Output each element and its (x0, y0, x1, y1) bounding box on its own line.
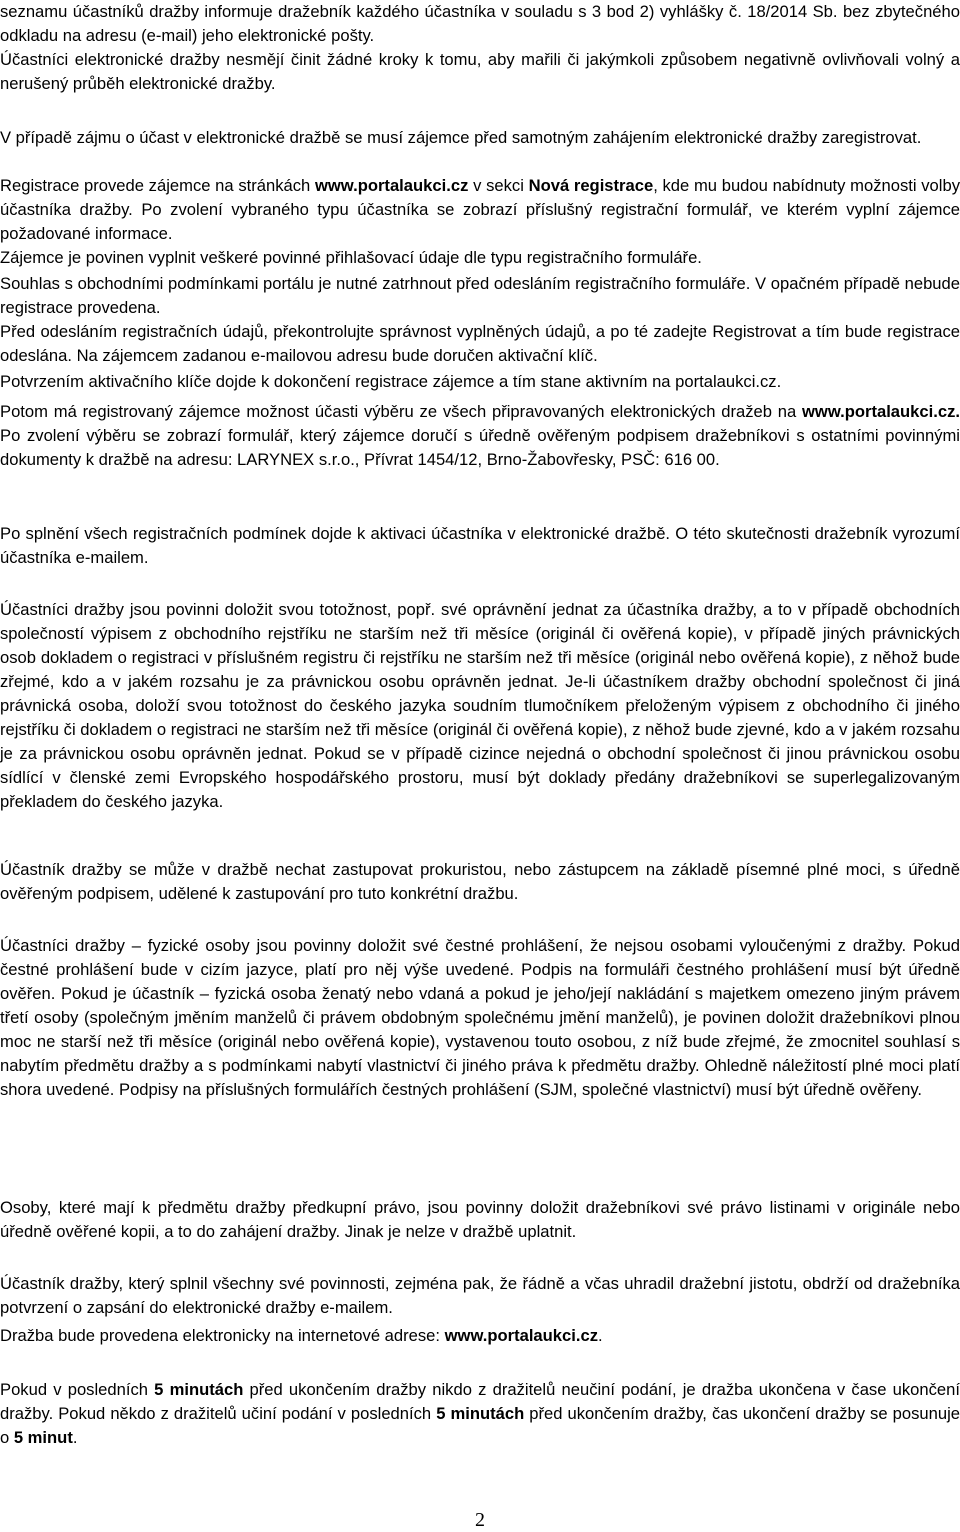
text-run: , kde mu budou nabídnuty možnosti volby účastníka dražby. Po zvolení vybraného typu účastníka se zobrazí příslušný registrační formulář, ve kterém vyplní zájemce požadované informace. (0, 176, 960, 243)
paragraph-submit-registration (0, 320, 960, 368)
text-run: Účastníci dražby jsou povinni doložit svou totožnost, popř. své oprávnění jednat za účastníka dražby, a to v případě obchodních společností výpisem z obchodního rejstříku ne starším než tři měsíce (originál či ověřená kopie), v případě jiných právnických osob dokladem o registraci v příslušném registru či rejstříku ne starším než tři měsíce (originál nebo ověřená kopie), z něhož bude zřejmé, kdo a v jakém rozsahu je za právnickou osobu oprávněn jednat. Je-li účastníkem dražby obchodní společnost či jiná právnická osoba, doloží svou totožnost do českého jazyka soudním tlumočníkem přeloženým výpisem z obchodního či jiného rejstříku či dokladem o registraci ne starším než tři měsíce (originál či ověřená kopie), z něhož bude zjevné, kdo a v jakém rozsahu je za právnickou osobu oprávněn jednat. Pokud se v případě cizince nejedná o obchodní společnost či jinou právnickou osobu sídlící v členské zemi Evropského hospodářského prostoru, musí být doklady předány dražebníkovi se superlegalizovaným překladem do českého jazyka. (0, 600, 960, 811)
paragraph-proxy-representation (0, 858, 960, 906)
text-run: Osoby, které mají k předmětu dražby předkupní právo, jsou povinny doložit dražebníkovi své právo listinami v originále nebo úředně ověřené kopii, a to do zahájení dražby. Jinak je nelze v dražbě uplatnit. (0, 1198, 960, 1241)
text-run: Zájemce je povinen vyplnit veškeré povinné přihlašovací údaje dle typu registračního formuláře. (0, 248, 702, 267)
paragraph-registration-required (0, 126, 960, 150)
text-run: před ukončením dražby nikdo z dražitelů neučiní podání, je dražba ukončena v čase ukončení dražby. Pokud někdo z dražitelů učiní podání v posledních (0, 1380, 960, 1423)
paragraph-mandatory-fields (0, 246, 960, 270)
bold-text-run: www.portalaukci.cz. (802, 402, 960, 421)
paragraph-auction-end-rule (0, 1378, 960, 1450)
paragraph-identity-proof (0, 598, 960, 814)
paragraph-terms-consent (0, 272, 960, 320)
text-run: . (72, 1428, 78, 1447)
text-run: Dražba bude provedena elektronicky na internetové adrese: (0, 1326, 445, 1345)
text-run: Po zvolení výběru se zobrazí formulář, který zájemce doručí s úředně ověřeným podpisem dražebníkovi s ostatními povinnými dokumenty k dražbě na adresu: LARYNEX s.r.o., Přívrat 1454/12, Brno-Žabovřesky, PSČ: 616 00. (0, 426, 960, 469)
paragraph-registration-confirmation (0, 1272, 960, 1320)
bold-text-run: 5 minutách (436, 1404, 525, 1423)
paragraph-activation-key (0, 370, 960, 394)
paragraph-participant-list-info (0, 0, 960, 48)
text-run: před ukončením dražby, čas ukončení dražby se posunuje o (0, 1404, 960, 1447)
text-run: Účastníci elektronické dražby nesmějí činit žádné kroky k tomu, aby mařili či jakýmkoli způsobem negativně ovlivňovali volný a nerušený průběh elektronické dražby. (0, 50, 960, 93)
text-run: Účastník dražby, který splnil všechny své povinnosti, zejména pak, že řádně a včas uhradil dražební jistotu, obdrží od dražebníka potvrzení o zapsání do elektronické dražby e-mailem. (0, 1274, 960, 1317)
text-run: Účastník dražby se může v dražbě nechat zastupovat prokuristou, nebo zástupcem na základě písemné plné moci, s úředně ověřeným podpisem, udělené k zastupování pro tuto konkrétní dražbu. (0, 860, 960, 903)
text-run: V případě zájmu o účast v elektronické dražbě se musí zájemce před samotným zahájením elektronické dražby zaregistrovat. (0, 128, 922, 147)
text-run: Účastníci dražby – fyzické osoby jsou povinny doložit své čestné prohlášení, že nejsou osobami vyloučenými z dražby. Pokud čestné prohlášení bude v cizím jazyce, platí pro něj výše uvedené. Podpis na formuláři čestného prohlášení musí být úředně ověřen. Pokud je účastník – fyzická osoba ženatý nebo vdaná a pokud je jeho/její nakládání s majetkem omezeno jiným právem třetí osoby (společným jměním manželů či právem obdobným společnému jmění manželů), je povinen doložit dražebníkovi plnou moc ne starší než tři měsíce (originál nebo ověřená kopie), vystavenou touto osobou, z níž bude zřejmé, že zmocnitel souhlasí s nabytím předmětu dražby a s podmínkami nabytí vlastnictví či jiného práva k předmětu dražby. Ohledně náležitostí plné moci platí shora uvedené. Podpisy na příslušných formulářích čestných prohlášení (SJM, společné vlastnictví) musí být úředně ověřeny. (0, 936, 960, 1099)
text-run: Po splnění všech registračních podmínek dojde k aktivaci účastníka v elektronické dražbě. O této skutečnosti dražebník vyrozumí účastníka e-mailem. (0, 524, 960, 567)
text-run: Souhlas s obchodními podmínkami portálu je nutné zatrhnout před odesláním registračního formuláře. V opačném případě nebude registrace provedena. (0, 274, 960, 317)
text-run: . (598, 1326, 603, 1345)
paragraph-preemption-right (0, 1196, 960, 1244)
text-run: seznamu účastníků dražby informuje dražebník každého účastníka v souladu s 3 bod 2) vyhlášky č. 18/2014 Sb. bez zbytečného odkladu na adresu (e-mail) jeho elektronické pošty. (0, 2, 960, 45)
text-run: Pokud v posledních (0, 1380, 155, 1399)
bold-text-run: Nová registrace (528, 176, 654, 195)
paragraph-auction-selection (0, 400, 960, 472)
paragraph-auction-address (0, 1324, 960, 1348)
text-run: Registrace provede zájemce na stránkách (0, 176, 315, 195)
text-run: Před odesláním registračních údajů, překontrolujte správnost vyplněných údajů, a po té zadejte Registrovat a tím bude registrace odeslána. Na zájemcem zadanou e-mailovou adresu bude doručen aktivační klíč. (0, 322, 960, 365)
paragraph-registration-procedure (0, 174, 960, 246)
bold-text-run: www.portalaukci.cz (444, 1326, 599, 1345)
paragraph-no-obstruction (0, 48, 960, 96)
bold-text-run: 5 minutách (154, 1380, 244, 1399)
paragraph-activation-notice (0, 522, 960, 570)
text-run: v sekci (468, 176, 529, 195)
text-run: Potvrzením aktivačního klíče dojde k dokončení registrace zájemce a tím stane aktivním na portalaukci.cz. (0, 372, 782, 391)
page-number: 2 (475, 1509, 485, 1531)
bold-text-run: www.portalaukci.cz (314, 176, 469, 195)
bold-text-run: 5 minut (13, 1428, 73, 1447)
paragraph-solemn-declaration (0, 934, 960, 1102)
text-run: Potom má registrovaný zájemce možnost účasti výběru ze všech připravovaných elektronických dražeb na (0, 402, 802, 421)
